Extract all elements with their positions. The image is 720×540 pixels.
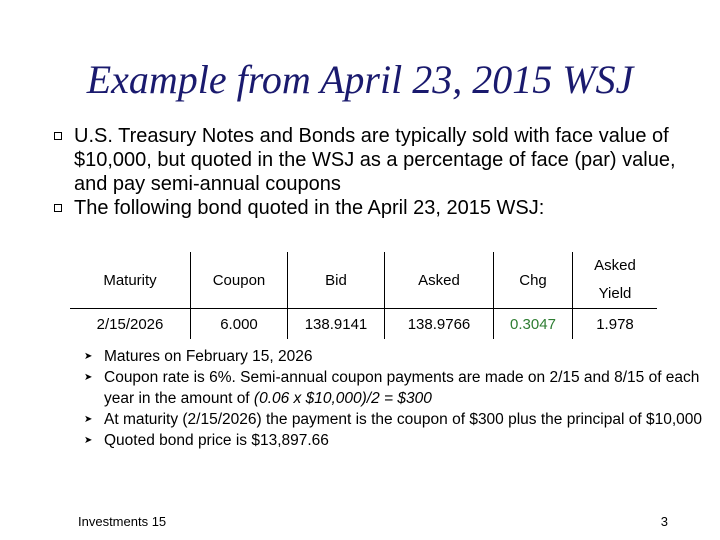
bond-quote-table <box>70 252 657 339</box>
sub-bullet-list <box>82 346 702 451</box>
header-asked-yield <box>573 252 658 309</box>
bullet-list <box>48 124 698 220</box>
table-header-row <box>70 252 657 309</box>
square-bullet-icon <box>54 204 62 212</box>
header-asked-yield-line1: Asked <box>594 257 636 274</box>
page-number: 3 <box>660 514 668 529</box>
bullet-item <box>48 124 698 196</box>
sub-bullet-text: At maturity (2/15/2026) the payment is the coupon of $300 plus the principal of $10,000 <box>104 411 702 428</box>
bullet-text: U.S. Treasury Notes and Bonds are typically sold with face value of $10,000, but quoted in the WSJ as a percentage of face (par) value, and pay semi-annual coupons <box>74 125 676 195</box>
header-asked-yield-line2: Yield <box>598 285 632 302</box>
bullet-text: The following bond quoted in the April 23, 2015 WSJ: <box>74 197 545 219</box>
header-coupon: Coupon <box>191 252 288 309</box>
coupon-formula: (0.06 x $10,000)/2 = $300 <box>253 390 432 407</box>
sub-bullet-text: Matures on February 15, 2026 <box>104 348 313 365</box>
table-row <box>70 309 657 340</box>
arrow-bullet-icon: ➤ <box>84 435 93 446</box>
cell-asked-yield: 1.978 <box>596 315 634 333</box>
sub-bullet-text: Coupon rate is 6%. Semi-annual coupon payments are made on 2/15 and 8/15 of each year in the amount of <box>104 369 700 407</box>
cell-maturity: 2/15/2026 <box>70 309 191 340</box>
footer-text: Investments 15 <box>78 514 167 529</box>
header-maturity: Maturity <box>70 252 191 309</box>
sub-bullet-item <box>82 346 702 367</box>
sub-bullet-item <box>82 409 702 430</box>
sub-bullet-text: Quoted bond price is $13,897.66 <box>104 432 329 449</box>
arrow-bullet-icon: ➤ <box>84 351 93 362</box>
cell-asked: 138.9766 <box>385 309 494 340</box>
slide-title: Example from April 23, 2015 WSJ <box>86 57 634 102</box>
arrow-bullet-icon: ➤ <box>84 372 93 383</box>
cell-coupon: 6.000 <box>191 309 288 340</box>
header-chg: Chg <box>494 252 573 309</box>
square-bullet-icon <box>54 132 62 140</box>
cell-chg: 0.3047 <box>494 309 573 340</box>
header-bid: Bid <box>288 252 385 309</box>
cell-bid: 138.9141 <box>288 309 385 340</box>
header-asked: Asked <box>385 252 494 309</box>
arrow-bullet-icon: ➤ <box>84 414 93 425</box>
sub-bullet-item <box>82 367 702 409</box>
bullet-item <box>48 196 698 220</box>
sub-bullet-item <box>82 430 702 451</box>
